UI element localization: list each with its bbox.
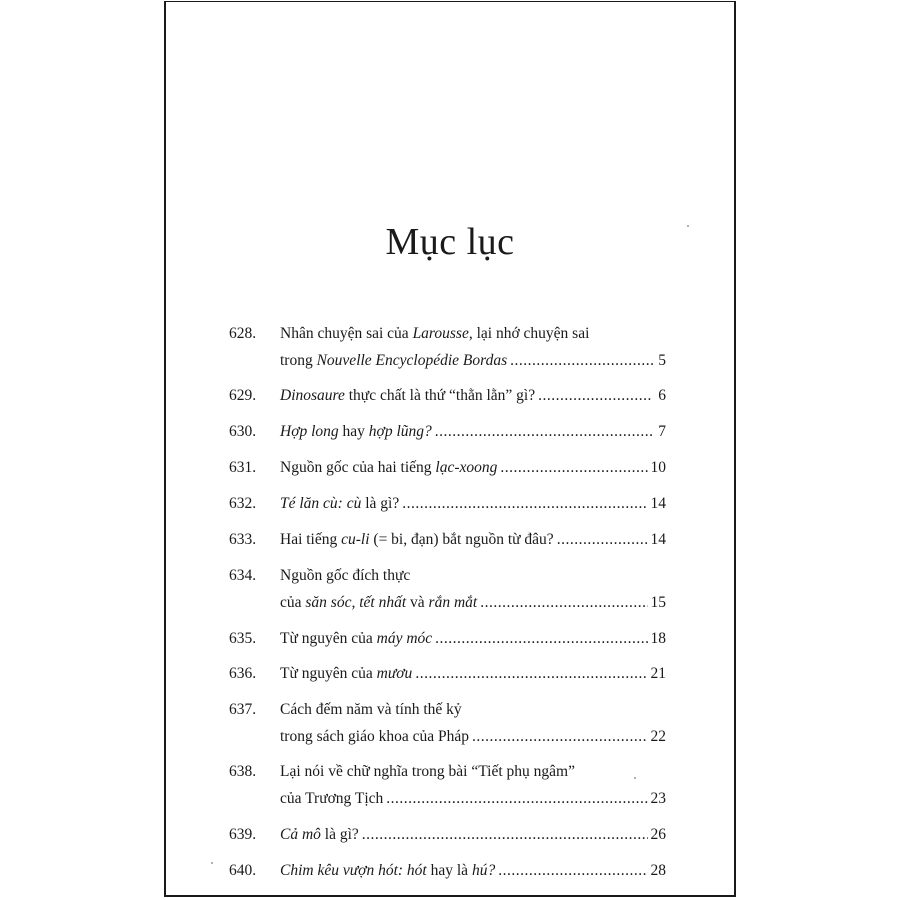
toc-entry-title: Nhân chuyện sai của Larousse, lại nhớ chuyện sai — [280, 325, 590, 342]
toc-page-number: 15 — [650, 594, 666, 611]
toc-page-number: 23 — [650, 790, 666, 807]
toc-entry-line — [280, 758, 666, 785]
toc-entry-number: 635. — [229, 630, 257, 647]
toc-entry-title: trong sách giáo khoa của Pháp — [280, 728, 469, 745]
toc-entry — [229, 857, 666, 884]
toc-entry-line — [280, 382, 666, 409]
toc-entry-title: Hợp long hay hợp lũng? — [280, 423, 432, 440]
toc-entry-line — [280, 562, 666, 589]
toc-entry-number: 636. — [229, 665, 257, 682]
toc-entry-title: Hai tiếng cu-li (= bi, đạn) bắt nguồn từ đâu? — [280, 531, 554, 548]
page-title: Mục lục — [385, 221, 515, 263]
dot-leader — [510, 347, 653, 374]
toc-entry — [229, 454, 666, 481]
dot-leader — [435, 625, 647, 652]
toc-entry-title: Từ nguyên của máy móc — [280, 630, 433, 647]
toc-entry-line — [280, 526, 666, 553]
dot-leader — [498, 857, 647, 884]
toc-entry-number: 630. — [229, 423, 257, 440]
toc-entry — [229, 490, 666, 517]
toc-entry-number: 634. — [229, 567, 257, 584]
toc-entry-number: 633. — [229, 531, 257, 548]
toc-entry-line — [280, 454, 666, 481]
toc-entry-number: 639. — [229, 826, 257, 843]
toc-entry — [229, 562, 666, 616]
dot-leader — [480, 589, 647, 616]
toc-page-number: 21 — [650, 665, 666, 682]
toc-entry — [229, 625, 666, 652]
toc-page-number: 5 — [658, 352, 666, 369]
dot-leader — [500, 454, 647, 481]
dot-leader — [402, 490, 647, 517]
dot-leader — [415, 660, 647, 687]
toc-entry-title: Cả mô là gì? — [280, 826, 359, 843]
toc-page-number: 14 — [650, 531, 666, 548]
toc-page-number: 18 — [650, 630, 666, 647]
toc-entry-line — [280, 320, 666, 347]
toc-entry-title: của Trương Tịch — [280, 790, 384, 807]
toc-entry-title: của săn sóc, tết nhất và rắn mắt — [280, 594, 478, 611]
toc-entry-number: 632. — [229, 495, 257, 512]
toc-entry-title: Cách đếm năm và tính thế kỷ — [280, 701, 462, 718]
toc-page-number: 10 — [650, 459, 666, 476]
toc-entry-number: 629. — [229, 387, 257, 404]
toc-entry-title: Nguồn gốc đích thực — [280, 567, 411, 584]
dot-leader — [472, 723, 648, 750]
toc-page-number: 7 — [658, 423, 666, 440]
toc-entry-title: Chim kêu vượn hót: hót hay là hú? — [280, 862, 496, 879]
toc-entry — [229, 382, 666, 409]
toc-entry — [229, 758, 666, 812]
toc-entry-line — [280, 696, 666, 723]
paper-speck — [211, 862, 213, 864]
toc-entry-line — [280, 785, 666, 812]
toc-page-number: 22 — [650, 728, 666, 745]
toc-entry — [229, 660, 666, 687]
toc-entry — [229, 320, 666, 374]
dot-leader — [362, 821, 648, 848]
toc-entry-title: Dinosaure thực chất là thứ “thằn lằn” gì? — [280, 387, 536, 404]
toc-entry-title: Lại nói về chữ nghĩa trong bài “Tiết phụ ngâm” — [280, 763, 575, 780]
toc-entry-line — [280, 660, 666, 687]
toc-entry — [229, 526, 666, 553]
dot-leader — [557, 526, 648, 553]
toc-entry-line — [280, 857, 666, 884]
toc-page-number: 26 — [650, 826, 666, 843]
toc-entry-number: 638. — [229, 763, 257, 780]
toc-entry-number: 640. — [229, 862, 257, 879]
toc-entry-number: 637. — [229, 701, 257, 718]
toc-entry-title: trong Nouvelle Encyclopédie Bordas — [280, 352, 508, 369]
toc-entry-title: Té lăn cù: cù là gì? — [280, 495, 400, 512]
dot-leader — [386, 785, 647, 812]
toc-entry-title: Từ nguyên của mươu — [280, 665, 413, 682]
toc-entry — [229, 418, 666, 445]
toc-entry-line — [280, 723, 666, 750]
toc-entry-line — [280, 490, 666, 517]
toc-entry-title: Nguồn gốc của hai tiếng lạc-xoong — [280, 459, 498, 476]
toc-entry — [229, 696, 666, 750]
dot-leader — [435, 418, 653, 445]
toc-entry-line — [280, 821, 666, 848]
toc-page-number: 28 — [650, 862, 666, 879]
toc-entry-line — [280, 625, 666, 652]
dot-leader — [538, 382, 653, 409]
toc-entry-line — [280, 589, 666, 616]
toc-page-number: 6 — [658, 387, 666, 404]
toc-entry — [229, 821, 666, 848]
toc-entry-line — [280, 418, 666, 445]
toc-page-number: 14 — [650, 495, 666, 512]
toc-entry-number: 628. — [229, 325, 257, 342]
table-of-contents — [229, 320, 666, 884]
toc-entry-line — [280, 347, 666, 374]
toc-entry-number: 631. — [229, 459, 257, 476]
